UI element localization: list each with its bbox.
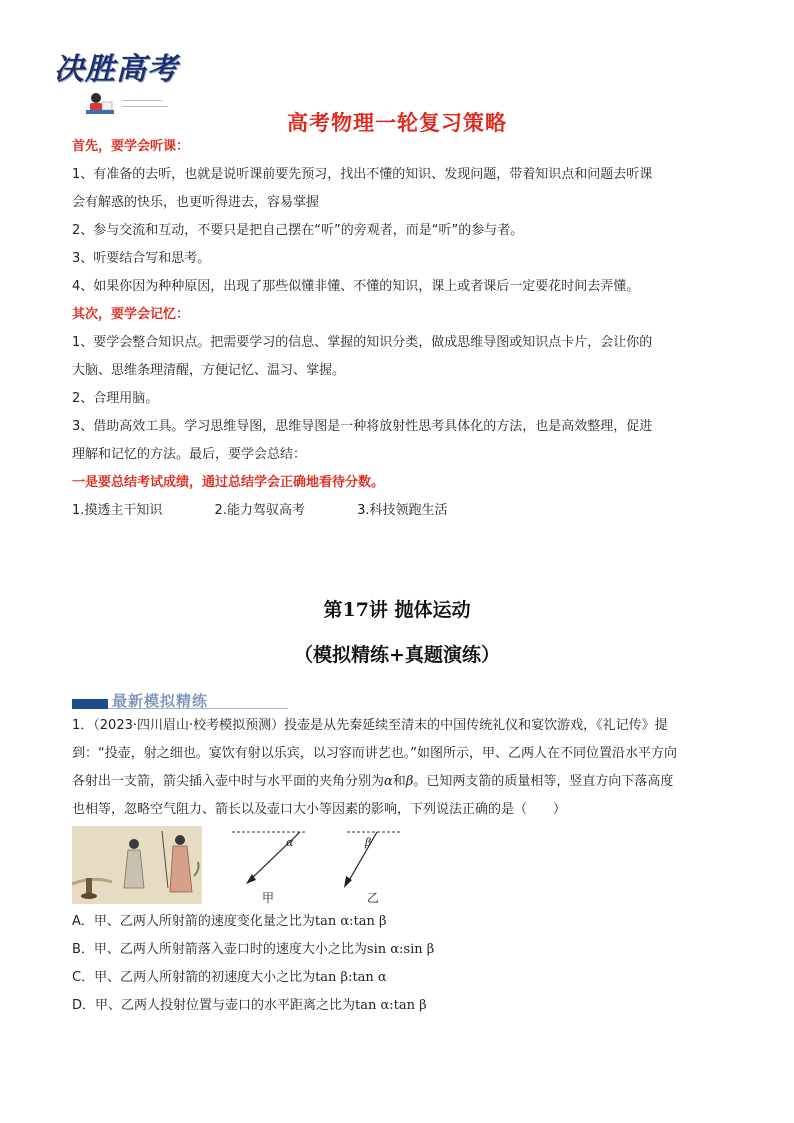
banner-bar — [72, 699, 108, 709]
banner-text: 最新模拟精练 — [112, 692, 209, 710]
listen-heading: 首先，要学会听课： — [72, 139, 190, 154]
question-text: 和 — [392, 774, 406, 789]
option-c[interactable] — [72, 964, 727, 992]
question-1 — [72, 712, 727, 824]
tip-item: 2.能力驾驭高考 — [214, 503, 305, 518]
touhu-painting — [72, 826, 202, 904]
question-text: 。已知两支箭的质量相等，竖直方向下落高度 — [413, 774, 674, 789]
arrow-diagram — [222, 826, 442, 906]
question-figure — [72, 826, 432, 906]
option-text: B．甲、乙两人所射箭落入壶口时的速度大小之比为 — [72, 942, 367, 957]
logo-text: 决胜高考 — [54, 52, 178, 87]
option-text: C．甲、乙两人所射箭的初速度大小之比为 — [72, 970, 316, 985]
question-line: 到：“投壶，射之细也。宴饮有射以乐宾，以习容而讲艺也。”如图所示，甲、乙两人在不同位置沿水平方向 — [72, 746, 677, 761]
listen-item: 4、如果你因为种种原因，出现了那些似懂非懂、不懂的知识，课上或者课后一定要花时间去弄懂。 — [72, 279, 640, 294]
option-formula: tan α:tan β — [355, 998, 427, 1013]
listen-item: 1、有准备的去听，也就是说听课前要先预习，找出不懂的知识、发现问题，带着知识点和问题去听课 — [72, 167, 653, 182]
option-formula: tan β:tan α — [315, 970, 387, 985]
option-text: A．甲、乙两人所射箭的速度变化量之比为 — [72, 914, 315, 929]
listen-item: 3、听要结合写和思考。 — [72, 251, 211, 266]
question-text: 各射出一支箭，箭尖插入壶中时与水平面的夹角分别为 — [72, 774, 385, 789]
memory-item: 大脑、思维条理清醒，方便记忆、温习、掌握。 — [72, 363, 346, 378]
option-a[interactable] — [72, 908, 727, 936]
section-banner — [72, 690, 272, 712]
memory-item: 3、借助高效工具。学习思维导图，思维导图是一种将放射性思考具体化的方法，也是高效整理，促进 — [72, 419, 653, 434]
touhu-scene-icon — [72, 826, 202, 904]
memory-item: 2、合理用脑。 — [72, 391, 159, 406]
lecture-title: 第17讲 抛体运动 — [323, 599, 471, 621]
beta-symbol: β — [405, 774, 414, 789]
memory-item: 理解和记忆的方法。最后，要学会总结： — [72, 447, 307, 462]
alpha-symbol: α — [384, 774, 393, 789]
jia-label: 甲 — [262, 891, 275, 905]
option-d[interactable] — [72, 992, 727, 1020]
logo-subtext — [122, 98, 172, 107]
beta-label: β — [365, 836, 372, 849]
answer-options — [72, 908, 727, 1020]
memory-item: 1、要学会整合知识点。把需要学习的信息、掌握的知识分类，做成思维导图或知识点卡片，会让你的 — [72, 335, 653, 350]
strategy-content — [72, 133, 727, 525]
tips-row — [72, 497, 727, 525]
summary-statement: 一是要总结考试成绩，通过总结学会正确地看待分数。 — [72, 475, 385, 490]
question-line: 1．（2023·四川眉山·校考模拟预测）投壶是从先秦延续至清末的中国传统礼仪和宴饮游戏，《礼记传》提 — [72, 718, 668, 733]
alpha-label: α — [286, 836, 294, 849]
question-line — [72, 768, 727, 796]
page-title: 高考物理一轮复习策略 — [287, 111, 507, 135]
tip-item: 3.科技领跑生活 — [357, 503, 448, 518]
option-formula: sin α:sin β — [366, 942, 435, 957]
question-line: 也相等，忽略空气阻力、箭长以及壶口大小等因素的影响，下列说法正确的是（ ） — [72, 802, 567, 817]
lecture-subtitle: （模拟精练+真题演练） — [294, 644, 500, 666]
yi-label: 乙 — [367, 891, 380, 905]
listen-item: 2、参与交流和互动，不要只是把自己摆在“听”的旁观者，而是“听”的参与者。 — [72, 223, 524, 238]
option-b[interactable] — [72, 936, 727, 964]
listen-item: 会有解惑的快乐，也更听得进去，容易掌握 — [72, 195, 320, 210]
tip-item: 1.摸透主干知识 — [72, 503, 163, 518]
option-text: D．甲、乙两人投射位置与壶口的水平距离之比为 — [72, 998, 356, 1013]
option-formula: tan α:tan β — [314, 914, 387, 929]
memory-heading: 其次，要学会记忆： — [72, 307, 190, 322]
